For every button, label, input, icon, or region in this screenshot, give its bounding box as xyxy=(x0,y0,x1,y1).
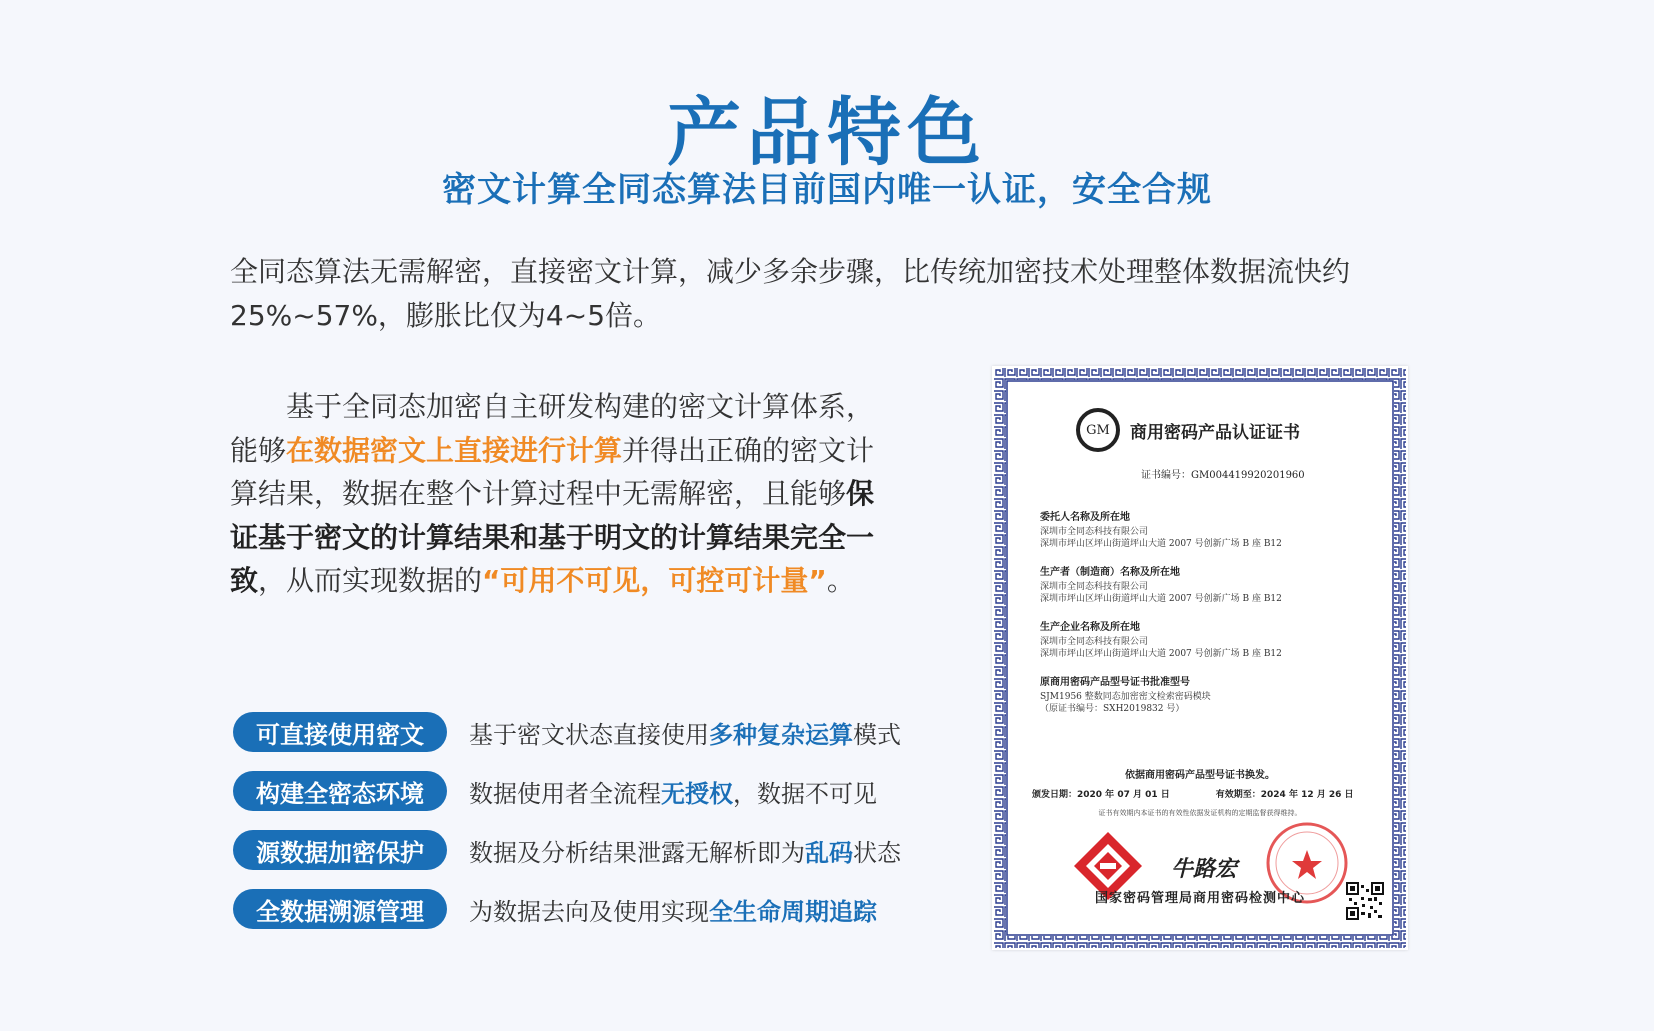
feature-text: 模式 xyxy=(853,720,901,749)
qr-code-icon xyxy=(1346,882,1384,920)
feature-item xyxy=(233,830,953,870)
para-highlight-2: “可用不可见，可控可计量” xyxy=(482,564,827,597)
para-text-1: 基于全同态加密自主研发构建的密文计算体系，能够 xyxy=(230,390,875,467)
feature-text: 为数据去向及使用实现 xyxy=(469,897,709,926)
feature-highlight: 全生命周期追踪 xyxy=(709,897,877,926)
section-line: SJM1956 整数同态加密密文检索密码模块 xyxy=(1040,692,1211,702)
certificate-section xyxy=(1040,508,1360,550)
certificate-note: 证书有效期内本证书的有效性依据发证机构的定期监督获得维持。 xyxy=(1098,809,1302,817)
para-text-3: ，从而实现数据的 xyxy=(258,564,483,597)
para-bold-1: 保证基于密文的计算结果和基于明文的计算结果完全一致 xyxy=(230,477,875,597)
section-heading: 委托人名称及所在地 xyxy=(1040,512,1130,523)
certificate-section xyxy=(1040,673,1360,715)
page-subtitle: 密文计算全同态算法目前国内唯一认证，安全合规 xyxy=(442,170,1212,210)
feature-description xyxy=(469,715,901,750)
section-line: 深圳市坪山区坪山街道坪山大道 2007 号创新广场 B 座 B12 xyxy=(1040,594,1282,604)
section-line: （原证书编号：SXH2019832 号） xyxy=(1040,704,1185,714)
feature-text: 数据及分析结果泄露无解析即为 xyxy=(469,838,805,867)
certificate-number: 证书编号：GM004419920201960 xyxy=(1141,470,1305,481)
feature-tag: 源数据加密保护 xyxy=(233,830,447,870)
intro-line-1: 全同态算法无需解密，直接密文计算，减少多余步骤，比传统加密技术处理整体数据流快约 xyxy=(230,255,1351,288)
section-line: 深圳市全同态科技有限公司 xyxy=(1040,637,1149,647)
feature-highlight: 乱码 xyxy=(805,838,853,867)
page-title: 产品特色 xyxy=(667,90,987,176)
section-line: 深圳市全同态科技有限公司 xyxy=(1040,527,1149,537)
signature: 牛路宏 xyxy=(1171,856,1238,882)
intro-text xyxy=(230,250,1430,338)
feature-text: ，数据不可见 xyxy=(733,779,877,808)
certificate-header xyxy=(1076,408,1300,452)
feature-tag: 全数据溯源管理 xyxy=(233,889,447,929)
intro-line-2: 25%~57%，膨胀比仅为4~5倍。 xyxy=(230,299,662,332)
gm-logo: GM xyxy=(1076,408,1120,452)
certificate-title: 商用密码产品认证证书 xyxy=(1130,422,1300,443)
issue-date: 颁发日期：2020 年 07 月 01 日 xyxy=(1032,790,1170,800)
feature-description xyxy=(469,774,877,809)
certificate-section xyxy=(1040,563,1360,605)
feature-item xyxy=(233,771,953,811)
feature-highlight: 多种复杂运算 xyxy=(709,720,853,749)
certificate-image xyxy=(992,366,1408,950)
feature-text: 状态 xyxy=(853,838,901,867)
feature-highlight: 无授权 xyxy=(661,779,733,808)
para-text-4: 。 xyxy=(826,564,855,597)
feature-text: 数据使用者全流程 xyxy=(469,779,661,808)
feature-description xyxy=(469,892,877,927)
feature-text: 基于密文状态直接使用 xyxy=(469,720,709,749)
section-heading: 生产者（制造商）名称及所在地 xyxy=(1040,567,1180,578)
feature-item xyxy=(233,889,953,929)
section-line: 深圳市全同态科技有限公司 xyxy=(1040,582,1149,592)
section-heading: 原商用密码产品型号证书批准型号 xyxy=(1040,677,1190,688)
para-text-2: 并得出正确的密文计算结果，数据在整个计算过程中无需解密，且能够 xyxy=(230,433,875,510)
description-paragraph xyxy=(230,385,900,603)
certificate-dates xyxy=(1032,787,1400,800)
feature-description xyxy=(469,833,901,868)
section-line: 深圳市坪山区坪山街道坪山大道 2007 号创新广场 B 座 B12 xyxy=(1040,649,1282,659)
para-highlight-1: 在数据密文上直接进行计算 xyxy=(286,433,623,467)
feature-item xyxy=(233,712,953,752)
section-heading: 生产企业名称及所在地 xyxy=(1040,622,1140,633)
certificate-basis: 依据商用密码产品型号证书换发。 xyxy=(1125,770,1275,781)
certificate-content xyxy=(1016,390,1384,926)
section-line: 深圳市坪山区坪山街道坪山大道 2007 号创新广场 B 座 B12 xyxy=(1040,539,1282,549)
feature-tag: 构建全密态环境 xyxy=(233,771,447,811)
feature-tag: 可直接使用密文 xyxy=(233,712,447,752)
expiry-date: 有效期至：2024 年 12 月 26 日 xyxy=(1215,790,1354,800)
certificate-organization: 国家密码管理局商用密码检测中心 xyxy=(1094,891,1305,906)
certificate-section xyxy=(1040,618,1360,660)
feature-list xyxy=(233,712,953,948)
